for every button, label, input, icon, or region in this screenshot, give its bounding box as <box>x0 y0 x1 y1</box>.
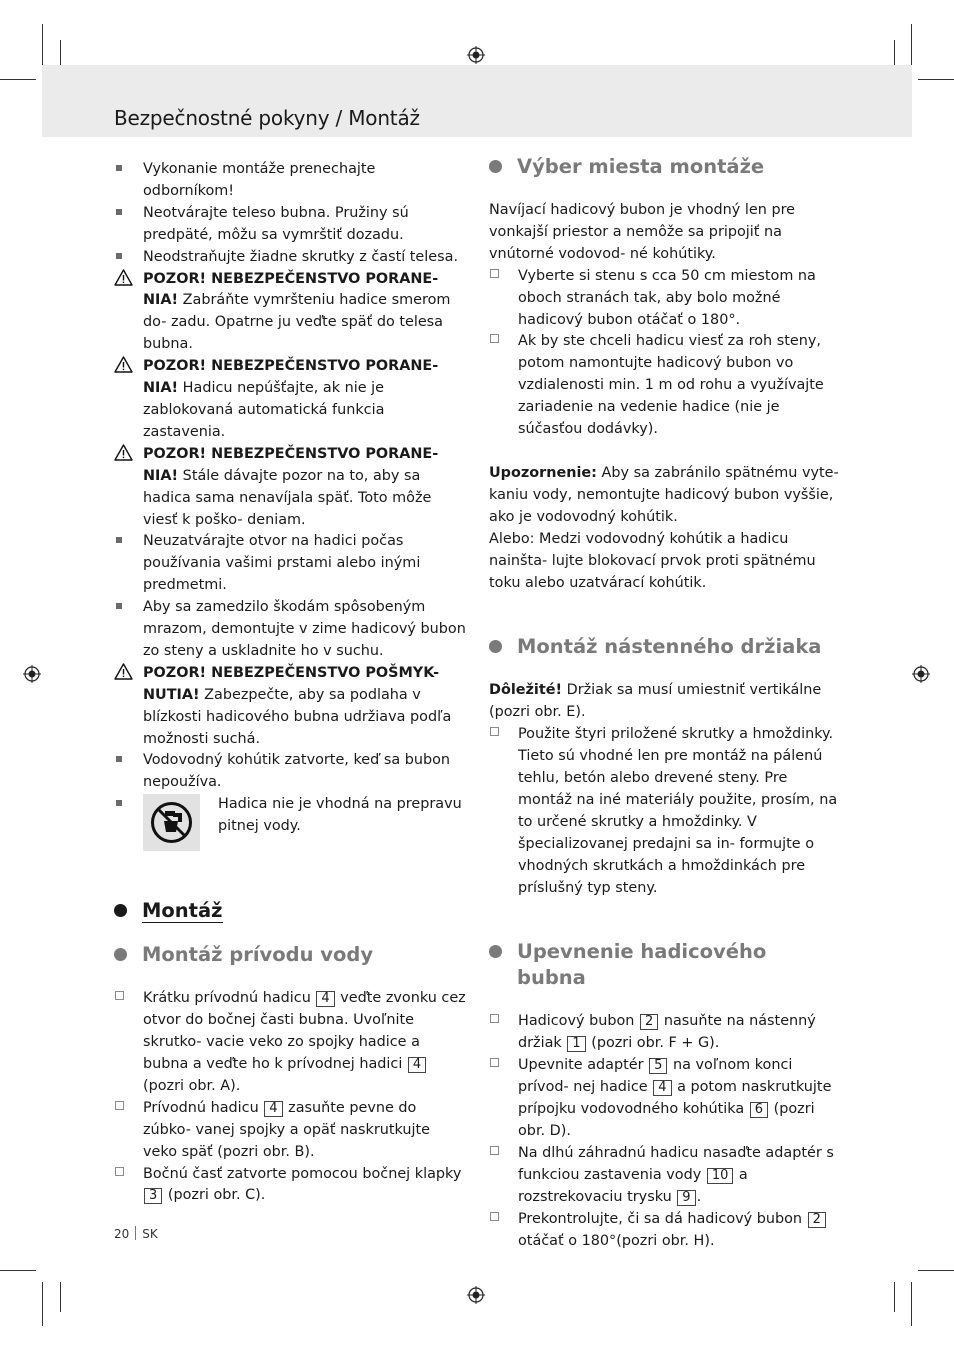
step-text: Na dlhú záhradnú hadicu nasaďte adaptér s funkciou zastavenia vody <box>518 1144 834 1183</box>
warning-label: POZOR! NEBEZPEČENSTVO PORANE- NIA! <box>143 445 439 484</box>
left-column <box>114 159 466 1207</box>
step-text: a potom naskrutkujte prípojku vodovodného kohútika <box>518 1079 832 1118</box>
bullet-marker <box>114 247 134 269</box>
site-steps-list <box>489 266 841 441</box>
list-item <box>114 1164 466 1208</box>
step-text: . <box>696 1188 702 1205</box>
step-text: (pozri obr. D). <box>518 1101 815 1139</box>
part-number-label: 3 <box>144 1188 162 1204</box>
bullet-marker <box>114 750 134 772</box>
part-number-label: 4 <box>264 1101 282 1117</box>
list-item <box>114 269 466 357</box>
part-number-label: 10 <box>707 1168 734 1184</box>
step-text: Hadicový bubon <box>518 1013 639 1030</box>
no-drinking-water-icon <box>143 794 200 851</box>
crop-mark <box>911 24 912 68</box>
water-steps-list <box>114 988 466 1207</box>
important-paragraph <box>489 680 841 724</box>
checkbox-marker <box>114 1098 134 1120</box>
crop-mark <box>0 79 36 80</box>
registration-mark-icon <box>467 46 485 64</box>
section-heading-montaz: Montáž <box>114 898 466 924</box>
warning-icon <box>114 444 134 467</box>
list-item <box>114 750 466 794</box>
step-text: veďte zvonku cez otvor do bočnej časti bubna. Uvoľnite skrutko- vacie veko zo spojky hadice a bubna a veďte ho k prívodnej hadici <box>143 990 466 1072</box>
bullet-marker <box>114 531 134 553</box>
section-heading-water: Montáž prívodu vody <box>114 942 466 968</box>
registration-mark-icon <box>912 665 930 683</box>
part-number-label: 2 <box>640 1014 658 1030</box>
item-text: Vodovodný kohútik zatvorte, keď sa bubon nepoužíva. <box>143 752 451 791</box>
wall-step-text: Použite štyri priložené skrutky a hmoždinky. Tieto sú vhodné len pre montáž na pálenú tehlu, betón alebo drevené steny. Pre montáž na iné materiály použite, prosím, na to určené skrutky a hmoždinky. V špecializovanej predajni sa in- formujte o vhodných skrutkách a hmoždinkách pre príslušný typ steny. <box>518 726 838 896</box>
checkbox-marker <box>489 1011 509 1033</box>
item-text: Vykonanie montáže prenechajte odborníkom! <box>143 161 376 199</box>
step-text: Vyberte si stenu s cca 50 cm miestom na oboch stranách tak, aby bolo možné hadicový bubon otáčať o 180°. <box>518 267 816 328</box>
checkbox-marker <box>489 331 509 353</box>
list-item <box>114 159 466 203</box>
drum-steps-list <box>489 1011 841 1252</box>
item-text: Zabráňte vymršteniu hadice smerom do- zadu. Opatrne ju veďte späť do telesa bubna. <box>143 292 451 353</box>
list-item <box>114 247 466 269</box>
section-heading-wall-mount: Montáž nástenného držiaka <box>489 634 841 660</box>
step-text: nasuňte na nástenný držiak <box>518 1013 816 1052</box>
crop-mark <box>42 1282 43 1326</box>
step-text: zasuňte pevne do zúbko- vanej spojky a opäť naskrutkujte veko späť (pozri obr. B). <box>143 1099 431 1160</box>
step-text: Prívodnú hadicu <box>143 1099 264 1116</box>
crop-mark <box>894 1282 895 1312</box>
part-number-label: 4 <box>408 1057 426 1073</box>
part-number-label: 9 <box>677 1190 695 1206</box>
page-number: 20 <box>114 1227 130 1241</box>
list-item <box>489 331 841 441</box>
crop-mark <box>911 1282 912 1326</box>
list-item <box>114 1098 466 1164</box>
right-column <box>489 154 841 1252</box>
section-heading-site: Výber miesta montáže <box>489 154 841 180</box>
checkbox-marker <box>489 724 509 746</box>
list-item <box>114 203 466 247</box>
bullet-marker <box>114 203 134 225</box>
part-number-label: 4 <box>316 991 334 1007</box>
language-code: SK <box>142 1227 158 1241</box>
step-text: Upevnite adaptér <box>518 1057 649 1074</box>
crop-mark <box>60 1282 61 1312</box>
crop-mark <box>918 79 954 80</box>
crop-mark <box>918 1270 954 1271</box>
list-item <box>489 1055 841 1143</box>
item-text: Aby sa zamedzilo škodám spôsobeným mrazom, demontujte v zime hadicový bubon zo steny a uskladnite ho v suchu. <box>143 599 466 659</box>
crop-mark <box>0 1270 36 1271</box>
checkbox-marker <box>114 988 134 1010</box>
warning-label: POZOR! NEBEZPEČENSTVO POŠMYK- NUTIA! <box>143 664 440 703</box>
step-text: a rozstrekovaciu trysku <box>518 1166 748 1205</box>
item-text: Zabezpečte, aby sa podlaha v blízkosti hadicového bubna udržiava podľa možnosti suchá. <box>143 686 452 747</box>
warning-label: POZOR! NEBEZPEČENSTVO PORANE- NIA! <box>143 358 439 397</box>
page-footer <box>114 1226 158 1241</box>
checkbox-marker <box>489 1209 509 1231</box>
list-item <box>489 1209 841 1253</box>
no-drinking-water-item <box>114 794 466 852</box>
warning-icon <box>114 356 134 379</box>
bullet-marker <box>114 794 134 816</box>
registration-mark-icon <box>467 1286 485 1304</box>
list-item <box>489 266 841 332</box>
item-text: Neodstraňujte žiadne skrutky z častí telesa. <box>143 248 459 265</box>
part-number-label: 1 <box>567 1036 585 1052</box>
step-text: Ak by ste chceli hadicu viesť za roh steny, potom namontujte hadicový bubon vo vzdialenosti min. 1 m od rohu a využívajte zariadenie na vedenie hadice (nie je súčasťou dodávky). <box>518 333 824 438</box>
page-title: Bezpečnostné pokyny / Montáž <box>114 106 420 130</box>
bullet-marker <box>114 159 134 181</box>
part-number-label: 2 <box>808 1212 826 1228</box>
step-text: Krátku prívodnú hadicu <box>143 990 316 1007</box>
step-text: Bočnú časť zatvorte pomocou bočnej klapky <box>143 1165 462 1182</box>
part-number-label: 5 <box>649 1058 667 1074</box>
important-text: Držiak sa musí umiestniť vertikálne (pozri obr. E). <box>489 682 822 721</box>
list-item <box>114 356 466 444</box>
step-text: otáčať o 180°(pozri obr. H). <box>518 1232 715 1249</box>
list-item <box>114 988 466 1098</box>
checkbox-marker <box>489 266 509 288</box>
warning-icon <box>114 269 134 292</box>
site-intro: Navíjací hadicový bubon je vhodný len pre vonkajší priestor a nemôže sa pripojiť na vnútorné vodovod- né kohútiky. <box>489 202 796 262</box>
note-label: Upozornenie: <box>489 464 597 481</box>
note-text: Aby sa zabránilo spätnému vyte- kaniu vody, nemontujte hadicový bubon vyššie, ako je vodovodný kohútik. <box>489 464 839 525</box>
checkbox-marker <box>489 1143 509 1165</box>
list-item <box>489 1143 841 1209</box>
checkbox-marker <box>489 1055 509 1077</box>
warning-label: POZOR! NEBEZPEČENSTVO PORANE- NIA! <box>143 270 439 309</box>
part-number-label: 4 <box>653 1080 671 1096</box>
registration-mark-icon <box>23 665 41 683</box>
bullet-marker <box>114 597 134 619</box>
section-heading-drum: Upevnenie hadicového bubna <box>489 939 841 991</box>
list-item <box>489 1011 841 1055</box>
note-paragraph <box>489 463 841 529</box>
list-item <box>114 531 466 597</box>
list-item <box>114 444 466 532</box>
item-text: Neotvárajte teleso bubna. Pružiny sú predpäté, môžu sa vymrštiť dozadu. <box>143 204 409 243</box>
part-number-label: 6 <box>750 1102 768 1118</box>
crop-mark <box>42 24 43 68</box>
warning-icon <box>114 663 134 686</box>
item-text: Hadicu nepúšťajte, ak nie je zablokovaná automatická funkcia zastavenia. <box>143 380 385 440</box>
list-item <box>489 724 841 899</box>
checkbox-marker <box>114 1164 134 1186</box>
step-text: (pozri obr. F + G). <box>586 1035 720 1052</box>
list-item <box>114 663 466 751</box>
list-item <box>114 597 466 663</box>
step-text: (pozri obr. C). <box>163 1187 266 1204</box>
important-label: Dôležité! <box>489 682 563 699</box>
step-text: Prekontrolujte, či sa dá hadicový bubon <box>518 1210 807 1227</box>
safety-list <box>114 159 466 794</box>
item-text: Stále dávajte pozor na to, aby sa hadica sama nenavíjala späť. Toto môže viesť k poško- deniam. <box>143 467 432 528</box>
no-drinking-water-text: Hadica nie je vhodná na prepravu pitnej vody. <box>218 796 462 835</box>
step-text: (pozri obr. A). <box>143 1077 241 1094</box>
note-alternative: Alebo: Medzi vodovodný kohútik a hadicu nainšta- lujte blokovací prvok proti spätnému toku alebo uzatvárací kohútik. <box>489 530 816 591</box>
item-text: Neuzatvárajte otvor na hadici počas používania vašimi prstami alebo inými predmetmi. <box>143 533 421 594</box>
step-text: na voľnom konci prívod- nej hadice <box>518 1057 793 1096</box>
